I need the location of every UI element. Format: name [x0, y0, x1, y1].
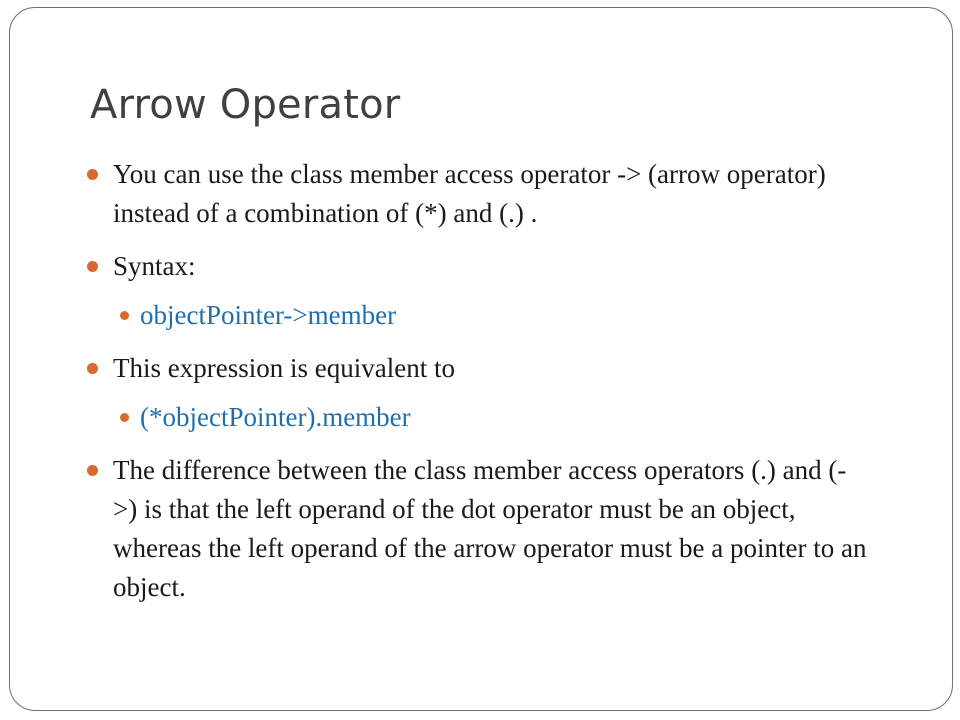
bullet-dot-icon: [87, 465, 98, 476]
bullet-syntax: [80, 247, 870, 286]
bullet-arrow-operator-intro: [80, 155, 870, 233]
code-text: (*objectPointer).member: [140, 402, 411, 432]
sub-bullet-equivalent-code: [80, 398, 870, 437]
sub-bullet-dot-icon: [120, 413, 129, 422]
bullet-text: The difference between the class member access operators (.) and (->) is that the left operand of the dot operator must be an object, whereas the left operand of the arrow operator must be a pointer to an object.: [113, 455, 867, 602]
sub-bullet-dot-icon: [120, 311, 129, 320]
bullet-equivalent: [80, 349, 870, 388]
slide-title: Arrow Operator: [90, 82, 401, 128]
code-text: objectPointer->member: [140, 300, 397, 330]
sub-bullet-syntax-code: [80, 296, 870, 335]
bullet-difference: [80, 451, 870, 607]
bullet-dot-icon: [87, 169, 98, 180]
bullet-text: Syntax:: [113, 251, 196, 281]
slide-content: [80, 155, 870, 607]
bullet-text: You can use the class member access operator -> (arrow operator) instead of a combination of (*) and (.) .: [113, 159, 826, 228]
bullet-dot-icon: [87, 363, 98, 374]
bullet-dot-icon: [87, 261, 98, 272]
bullet-text: This expression is equivalent to: [113, 353, 455, 383]
